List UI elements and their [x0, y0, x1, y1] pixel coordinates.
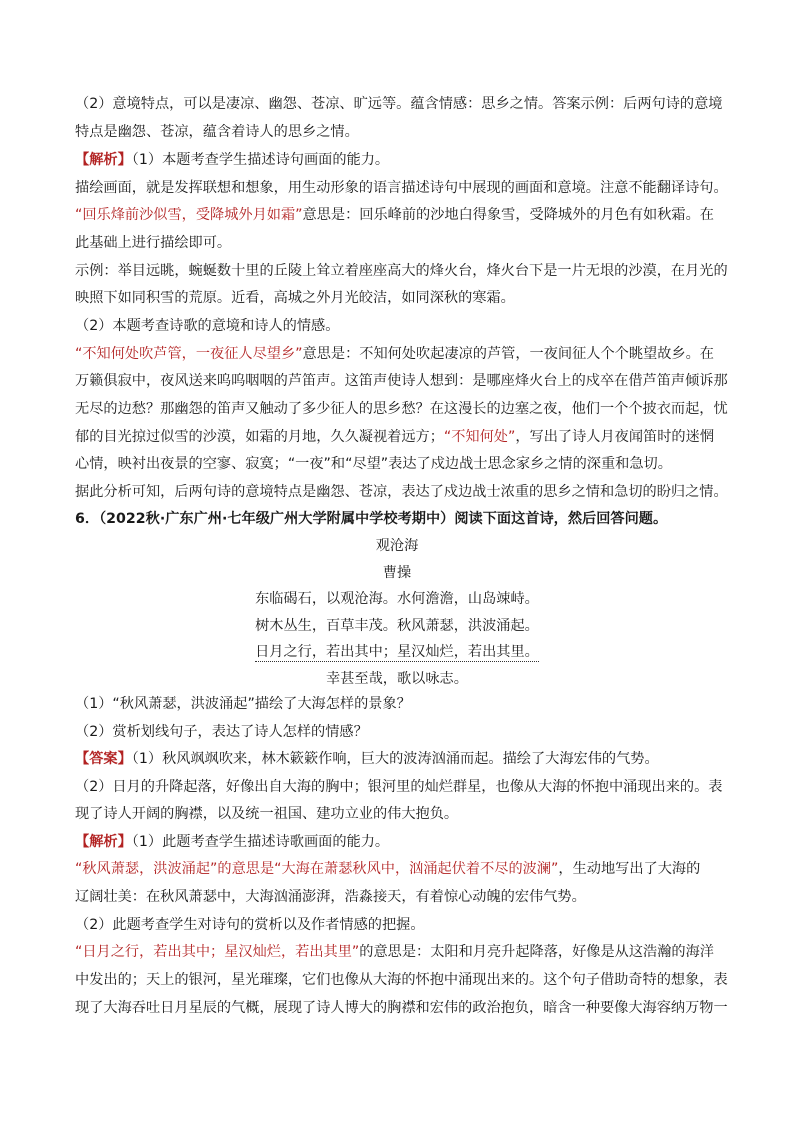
question-6-sub1: （1）“秋风萧瑟，洪波涌起”描绘了大海怎样的景象？: [75, 696, 411, 712]
poem-line-1: 东临碣石，以观沧海。水何澹澹，山岛竦峙。: [255, 591, 539, 607]
analysis1-line11: 郁的目光掠过似雪的沙漠，如霜的月地，久久凝视着远方；“不知何处”，写出了诗人月夜闻笛时的迷惘: [75, 429, 714, 445]
answer-line3: 现了诗人开阔的胸襟，以及统一祖国、建功立业的伟大抱负。: [75, 806, 459, 822]
quote-phrase: “不知何处”: [443, 429, 516, 445]
analysis1-line13: 据此分析可知，后两句诗的意境特点是幽怨、苍凉，表达了戍边战士浓重的思乡之情和急切的盼归之情。: [75, 484, 728, 500]
question-6-title: 6．（2022秋·广东广州·七年级广州大学附属中学校考期中）阅读下面这首诗，然后回答问题。: [75, 511, 668, 527]
poem-line-3: [0, 643, 794, 661]
analysis-tag: 【解析】: [75, 152, 132, 168]
question-6-sub2: （2）赏析划线句子，表达了诗人怎样的情感？: [75, 724, 368, 740]
analysis1-line8: “不知何处吹芦管，一夜征人尽望乡”意思是：不知何处吹起凄凉的芦管，一夜间征人个个眺望故乡。在: [75, 346, 714, 362]
analysis2-line6: 中发出的；天上的银河，星光璀璨，它们也像从大海的怀抱中涌现出来的。这个句子借助奇特的想象，表: [75, 972, 728, 988]
answer-tag: 【答案】: [75, 751, 132, 767]
analysis1-line12: 心情，映衬出夜景的空寥、寂寞；“一夜”和“尽望”表达了戍边战士思念家乡之情的深重和急切。: [75, 456, 672, 472]
analysis2-line4: （2）此题考查学生对诗句的赏析以及作者情感的把握。: [75, 917, 425, 933]
quote-poem-line: “不知何处吹芦管，一夜征人尽望乡”: [75, 346, 303, 362]
analysis1-line9: 万籁俱寂中，夜风送来呜呜咽咽的芦笛声。这笛声使诗人想到：是哪座烽火台上的戍卒在借芦笛声倾诉那: [75, 373, 728, 389]
poem-line-4: 幸甚至哉，歌以咏志。: [326, 671, 468, 687]
answer-part2-line1: （2）意境特点，可以是凄凉、幽怨、苍凉、旷远等。蕴含情感：思乡之情。答案示例：后两句诗的意境: [75, 96, 723, 112]
analysis2-line7: 现了大海吞吐日月星辰的气概，展现了诗人博大的胸襟和宏伟的政治抱负，暗含一种要像大海容纳万物一: [75, 1000, 728, 1016]
answer-line2: （2）日月的升降起落，好像出自大海的胸中；银河里的灿烂群星，也像从大海的怀抱中涌现出来的。表: [75, 779, 723, 795]
answer-heading: 【答案】（1）秋风飒飒吹来，林木簌簌作响，巨大的波涛汹涌而起。描绘了大海宏伟的气势。: [75, 751, 659, 767]
analysis1-line3: “回乐烽前沙似雪，受降城外月如霜”意思是：回乐峰前的沙地白得象雪，受降城外的月色有如秋霜。在: [75, 207, 714, 223]
analysis2-line5: “日月之行，若出其中；星汉灿烂，若出其里”的意思是：太阳和月亮升起降落，好像是从这浩瀚的海洋: [75, 944, 714, 960]
analysis1-line10: 无尽的边愁？那幽怨的笛声又触动了多少征人的思乡愁？在这漫长的边塞之夜，他们一个个披衣而起，忧: [75, 401, 728, 417]
analysis1-line2: 描绘画面，就是发挥联想和想象，用生动形象的语言描述诗句中展现的画面和意境。注意不能翻译诗句。: [75, 180, 728, 196]
underlined-poem-line: 日月之行，若出其中；星汉灿烂，若出其里。: [255, 644, 539, 660]
analysis1-line5: 示例：举目远眺，蜿蜒数十里的丘陵上耸立着座座高大的烽火台，烽火台下是一片无垠的沙漠，在月光的: [75, 263, 728, 279]
quote-poem-line: “日月之行，若出其中；星汉灿烂，若出其里”: [75, 944, 360, 960]
analysis1-line6: 映照下如同积雪的荒原。近看，高城之外月光皎洁，如同深秋的寒霜。: [75, 290, 515, 306]
analysis-heading-1: 【解析】（1）本题考查学生描述诗句画面的能力。: [75, 152, 390, 168]
poem-line-2: 树木丛生，百草丰茂。秋风萧瑟，洪波涌起。: [255, 618, 539, 634]
analysis2-line2: “秋风萧瑟，洪波涌起”的意思是“大海在萧瑟秋风中，汹涌起伏着不尽的波澜”，生动地写出了大海的: [75, 861, 701, 877]
analysis1-line7: （2）本题考查诗歌的意境和诗人的情感。: [75, 318, 340, 334]
quote-poem-line: “回乐烽前沙似雪，受降城外月如霜”: [75, 207, 303, 223]
analysis-tag: 【解析】: [75, 834, 132, 850]
analysis-heading-2: 【解析】（1）此题考查学生描述诗歌画面的能力。: [75, 834, 390, 850]
quote-poem-line: “秋风萧瑟，洪波涌起”的意思是“大海在萧瑟秋风中，汹涌起伏着不尽的波澜”: [75, 861, 559, 877]
poem-title: 观沧海: [375, 538, 419, 554]
analysis2-line3: 辽阔壮美：在秋风萧瑟中，大海汹涌澎湃，浩淼接天，有着惊心动魄的宏伟气势。: [75, 889, 586, 905]
answer-part2-line2: 特点是幽怨、苍凉，蕴含着诗人的思乡之情。: [75, 124, 359, 140]
analysis1-line4: 此基础上进行描绘即可。: [75, 235, 232, 251]
poem-author: 曹操: [382, 565, 412, 581]
